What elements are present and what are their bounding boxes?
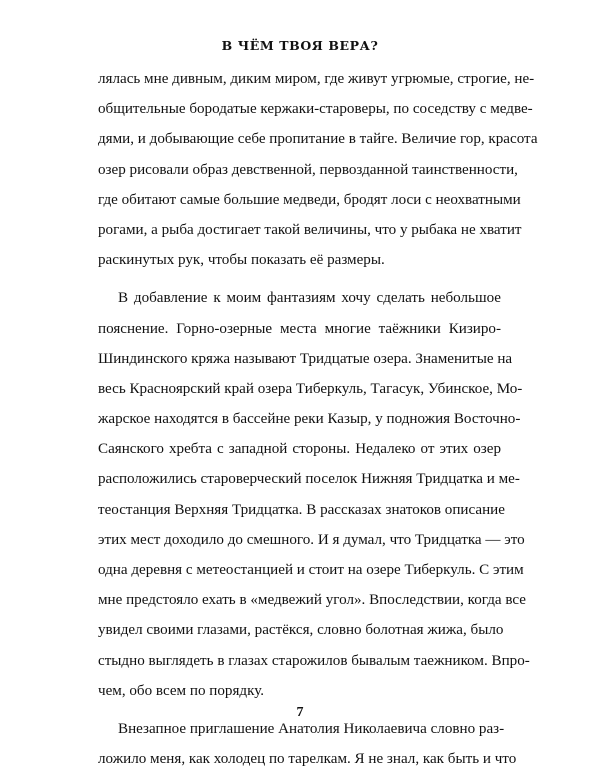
text-line: теостанция Верхняя Тридцатка. В рассказах знатоков описание [98,501,505,518]
text-line: общительные бородатые кержаки-староверы, по соседству с медве- [98,101,533,118]
text-line: Саянского хребта с западной стороны. Недалеко от этих озер [98,441,501,458]
body-text [98,64,538,774]
text-line: расположились староверческий поселок Нижняя Тридцатка и ме- [98,471,520,488]
text-line: стыдно выглядеть в глазах старожилов бывалым таежником. Впро- [98,652,530,669]
text-line: жарское находятся в бассейне реки Казыр, у подножия Восточно- [98,411,521,428]
page-number: 7 [296,705,304,720]
text-line: увидел своими глазами, растёкся, словно болотная жижа, было [98,622,504,639]
text-line: весь Красноярский край озера Тиберкуль, Тагасук, Убинское, Мо- [98,380,523,397]
text-line: дями, и добывающие себе пропитание в тайге. Величие гор, красота [98,131,538,148]
text-line: лялась мне дивным, диким миром, где живут угрюмые, строгие, не- [98,71,535,87]
text-line: мне предстояло ехать в «медвежий угол». Впоследствии, когда все [98,592,527,609]
text-line: где обитают самые большие медведи, бродят лоси с неохватными [98,191,521,208]
text-line: ложило меня, как холодец по тарелкам. Я не знал, как быть и что [98,751,517,768]
text-line: Шиндинского кряжа называют Тридцатые озера. Знаменитые на [98,350,513,367]
text-line: озер рисовали образ девственной, первозданной таинственности, [98,161,518,178]
text-line: этих мест доходило до смешного. И я думал, что Тридцатка — это [98,531,525,548]
text-line: раскинутых рук, чтобы показать её размеры. [98,252,385,269]
text-line: рогами, а рыба достигает такой величины, что у рыбака не хватит [98,221,522,238]
text-line: чем, обо всем по порядку. [98,682,265,699]
paragraph-2 [98,283,530,706]
running-title: В ЧЁМ ТВОЯ ВЕРА? [221,38,379,53]
paragraph-3 [98,714,517,774]
text-line: пояснение. Горно-озерные места многие таёжники Кизиро- [98,320,501,337]
text-line: Внезапное приглашение Анатолия Николаевича словно раз- [118,720,505,737]
text-line: одна деревня с метеостанцией и стоит на озере Тиберкуль. С этим [98,562,524,578]
paragraph-1 [98,64,538,275]
text-line: В добавление к моим фантазиям хочу сделать небольшое [118,290,501,307]
